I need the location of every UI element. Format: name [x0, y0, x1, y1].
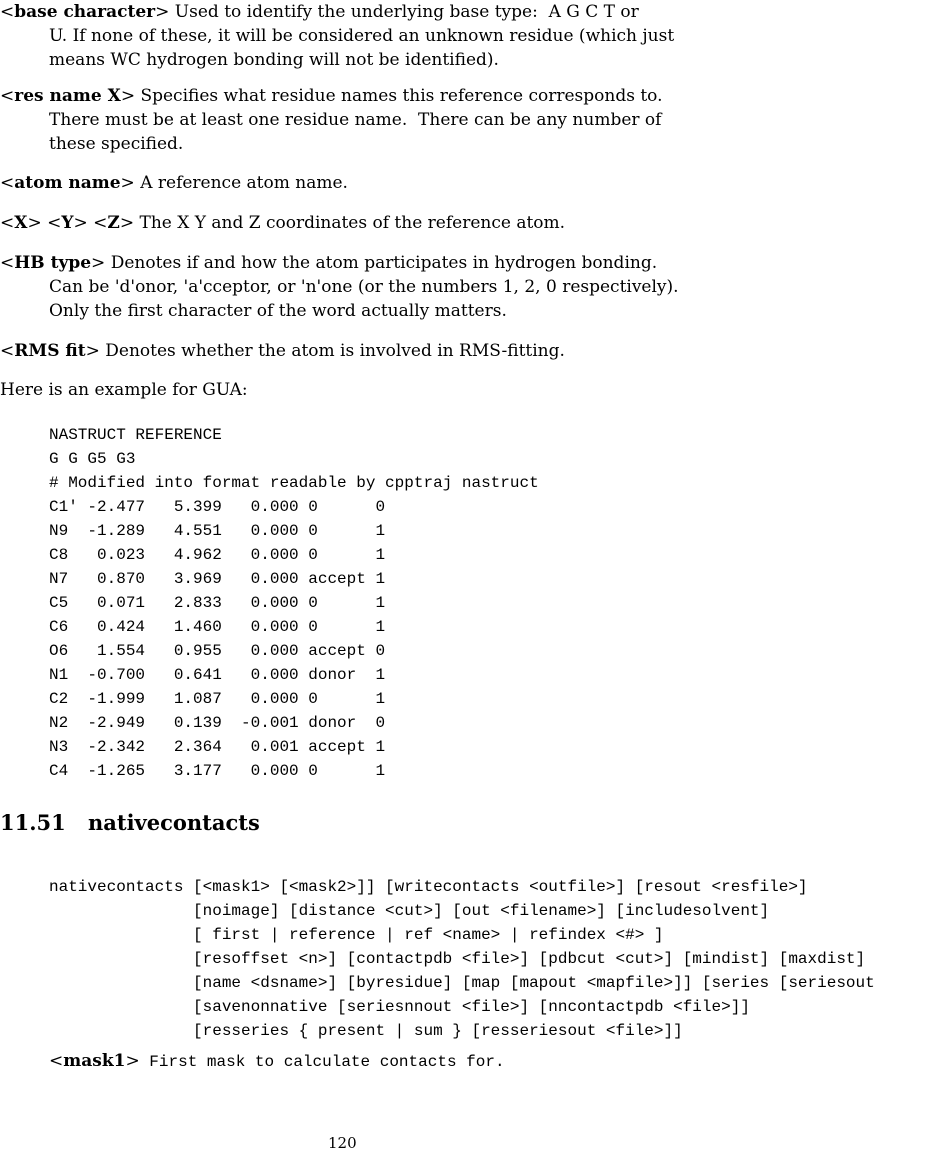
param-atom-name: <atom name> A reference atom name.: [0, 173, 348, 193]
param-xyz: <X> <Y> <Z> The X Y and Z coordinates of the reference atom.: [0, 213, 566, 233]
term-base-character: base character: [14, 2, 156, 22]
param-res-name: <res name X> Specifies what residue names this reference corresponds to. There must be at least one residue name. There can be any number of these specified.: [0, 84, 690, 156]
term-mask1: mask1: [63, 1051, 126, 1071]
section-number: 11.51: [0, 810, 66, 835]
param-desc: Specifies what residue names this reference corresponds to.: [135, 86, 663, 106]
param-hb-type: <HB type> Denotes if and how the atom participates in hydrogen bonding. Can be 'd'onor, 'a'cceptor, or 'n'one (or the numbers 1, 2, 0 respectively). Only the first character of the word actually matters.: [0, 251, 690, 323]
code-line: C8 0.023 4.962 0.000 0 1: [49, 546, 386, 564]
code-line: N1 -0.700 0.641 0.000 donor 1: [49, 666, 386, 684]
term-rms-fit: RMS fit: [14, 341, 86, 361]
param-desc-cont: means WC hydrogen bonding will not be identified).: [49, 50, 499, 70]
code-line: C1' -2.477 5.399 0.000 0 0: [49, 498, 386, 516]
code-line: N9 -1.289 4.551 0.000 0 1: [49, 522, 386, 540]
code-line: # Modified into format readable by cpptraj nastruct: [49, 474, 539, 492]
usage-line: nativecontacts [<mask1> [<mask2>]] [writecontacts <outfile>] [resout <resfile>]: [49, 878, 808, 896]
param-desc-cont: U. If none of these, it will be considered an unknown residue (which just: [49, 26, 675, 46]
page-number: 120: [328, 1134, 357, 1152]
param-desc-cont: Can be 'd'onor, 'a'cceptor, or 'n'one (or the numbers 1, 2, 0 respectively).: [49, 277, 679, 297]
param-mask1: <mask1> First mask to calculate contacts for.: [49, 1051, 505, 1071]
usage-code-block: [49, 875, 875, 1043]
code-line: C2 -1.999 1.087 0.000 0 1: [49, 690, 386, 708]
usage-line: [noimage] [distance <cut>] [out <filename>] [includesolvent]: [49, 902, 770, 920]
param-desc: First mask to calculate contacts for.: [139, 1053, 505, 1071]
example-code-block: [49, 423, 539, 783]
term-x: X: [14, 213, 28, 233]
code-line: G G G5 G3: [49, 450, 136, 468]
param-desc: Used to identify the underlying base type: A G C T or: [169, 2, 639, 22]
example-intro: Here is an example for GUA:: [0, 380, 248, 400]
usage-line: [name <dsname>] [byresidue] [map [mapout <mapfile>]] [series [seriesout: [49, 974, 875, 992]
code-line: NASTRUCT REFERENCE: [49, 426, 222, 444]
code-line: O6 1.554 0.955 0.000 accept 0: [49, 642, 386, 660]
param-desc: A reference atom name.: [134, 173, 348, 193]
code-line: C5 0.071 2.833 0.000 0 1: [49, 594, 386, 612]
term-y: Y: [61, 213, 74, 233]
code-line: N3 -2.342 2.364 0.001 accept 1: [49, 738, 386, 756]
code-line: N7 0.870 3.969 0.000 accept 1: [49, 570, 386, 588]
param-desc-cont: these specified.: [49, 134, 184, 154]
code-line: C4 -1.265 3.177 0.000 0 1: [49, 762, 386, 780]
term-z: Z: [107, 213, 120, 233]
section-heading: [0, 810, 260, 835]
usage-line: [resseries { present | sum } [resseriesout <file>]]: [49, 1022, 683, 1040]
param-desc: Denotes whether the atom is involved in RMS-fitting.: [99, 341, 565, 361]
param-base-character: <base character> Used to identify the underlying base type: A G C T or U. If none of these, it will be considered an unknown residue (which just means WC hydrogen bonding will not be identified).: [0, 0, 690, 72]
param-desc-cont: Only the first character of the word actually matters.: [49, 301, 507, 321]
usage-line: [ first | reference | ref <name> | refindex <#> ]: [49, 926, 664, 944]
param-desc-cont: There must be at least one residue name. There can be any number of: [49, 110, 662, 130]
term-res-name: res name X: [14, 86, 121, 106]
param-desc: The X Y and Z coordinates of the reference atom.: [134, 213, 566, 233]
usage-line: [savenonnative [seriesnnout <file>] [nncontactpdb <file>]]: [49, 998, 750, 1016]
param-desc: Denotes if and how the atom participates in hydrogen bonding.: [105, 253, 658, 273]
code-line: C6 0.424 1.460 0.000 0 1: [49, 618, 386, 636]
term-hb-type: HB type: [14, 253, 92, 273]
term-atom-name: atom name: [14, 173, 121, 193]
param-rms-fit: <RMS fit> Denotes whether the atom is involved in RMS-fitting.: [0, 341, 565, 361]
code-line: N2 -2.949 0.139 -0.001 donor 0: [49, 714, 386, 732]
usage-line: [resoffset <n>] [contactpdb <file>] [pdbcut <cut>] [mindist] [maxdist]: [49, 950, 866, 968]
section-title: nativecontacts: [88, 810, 260, 835]
